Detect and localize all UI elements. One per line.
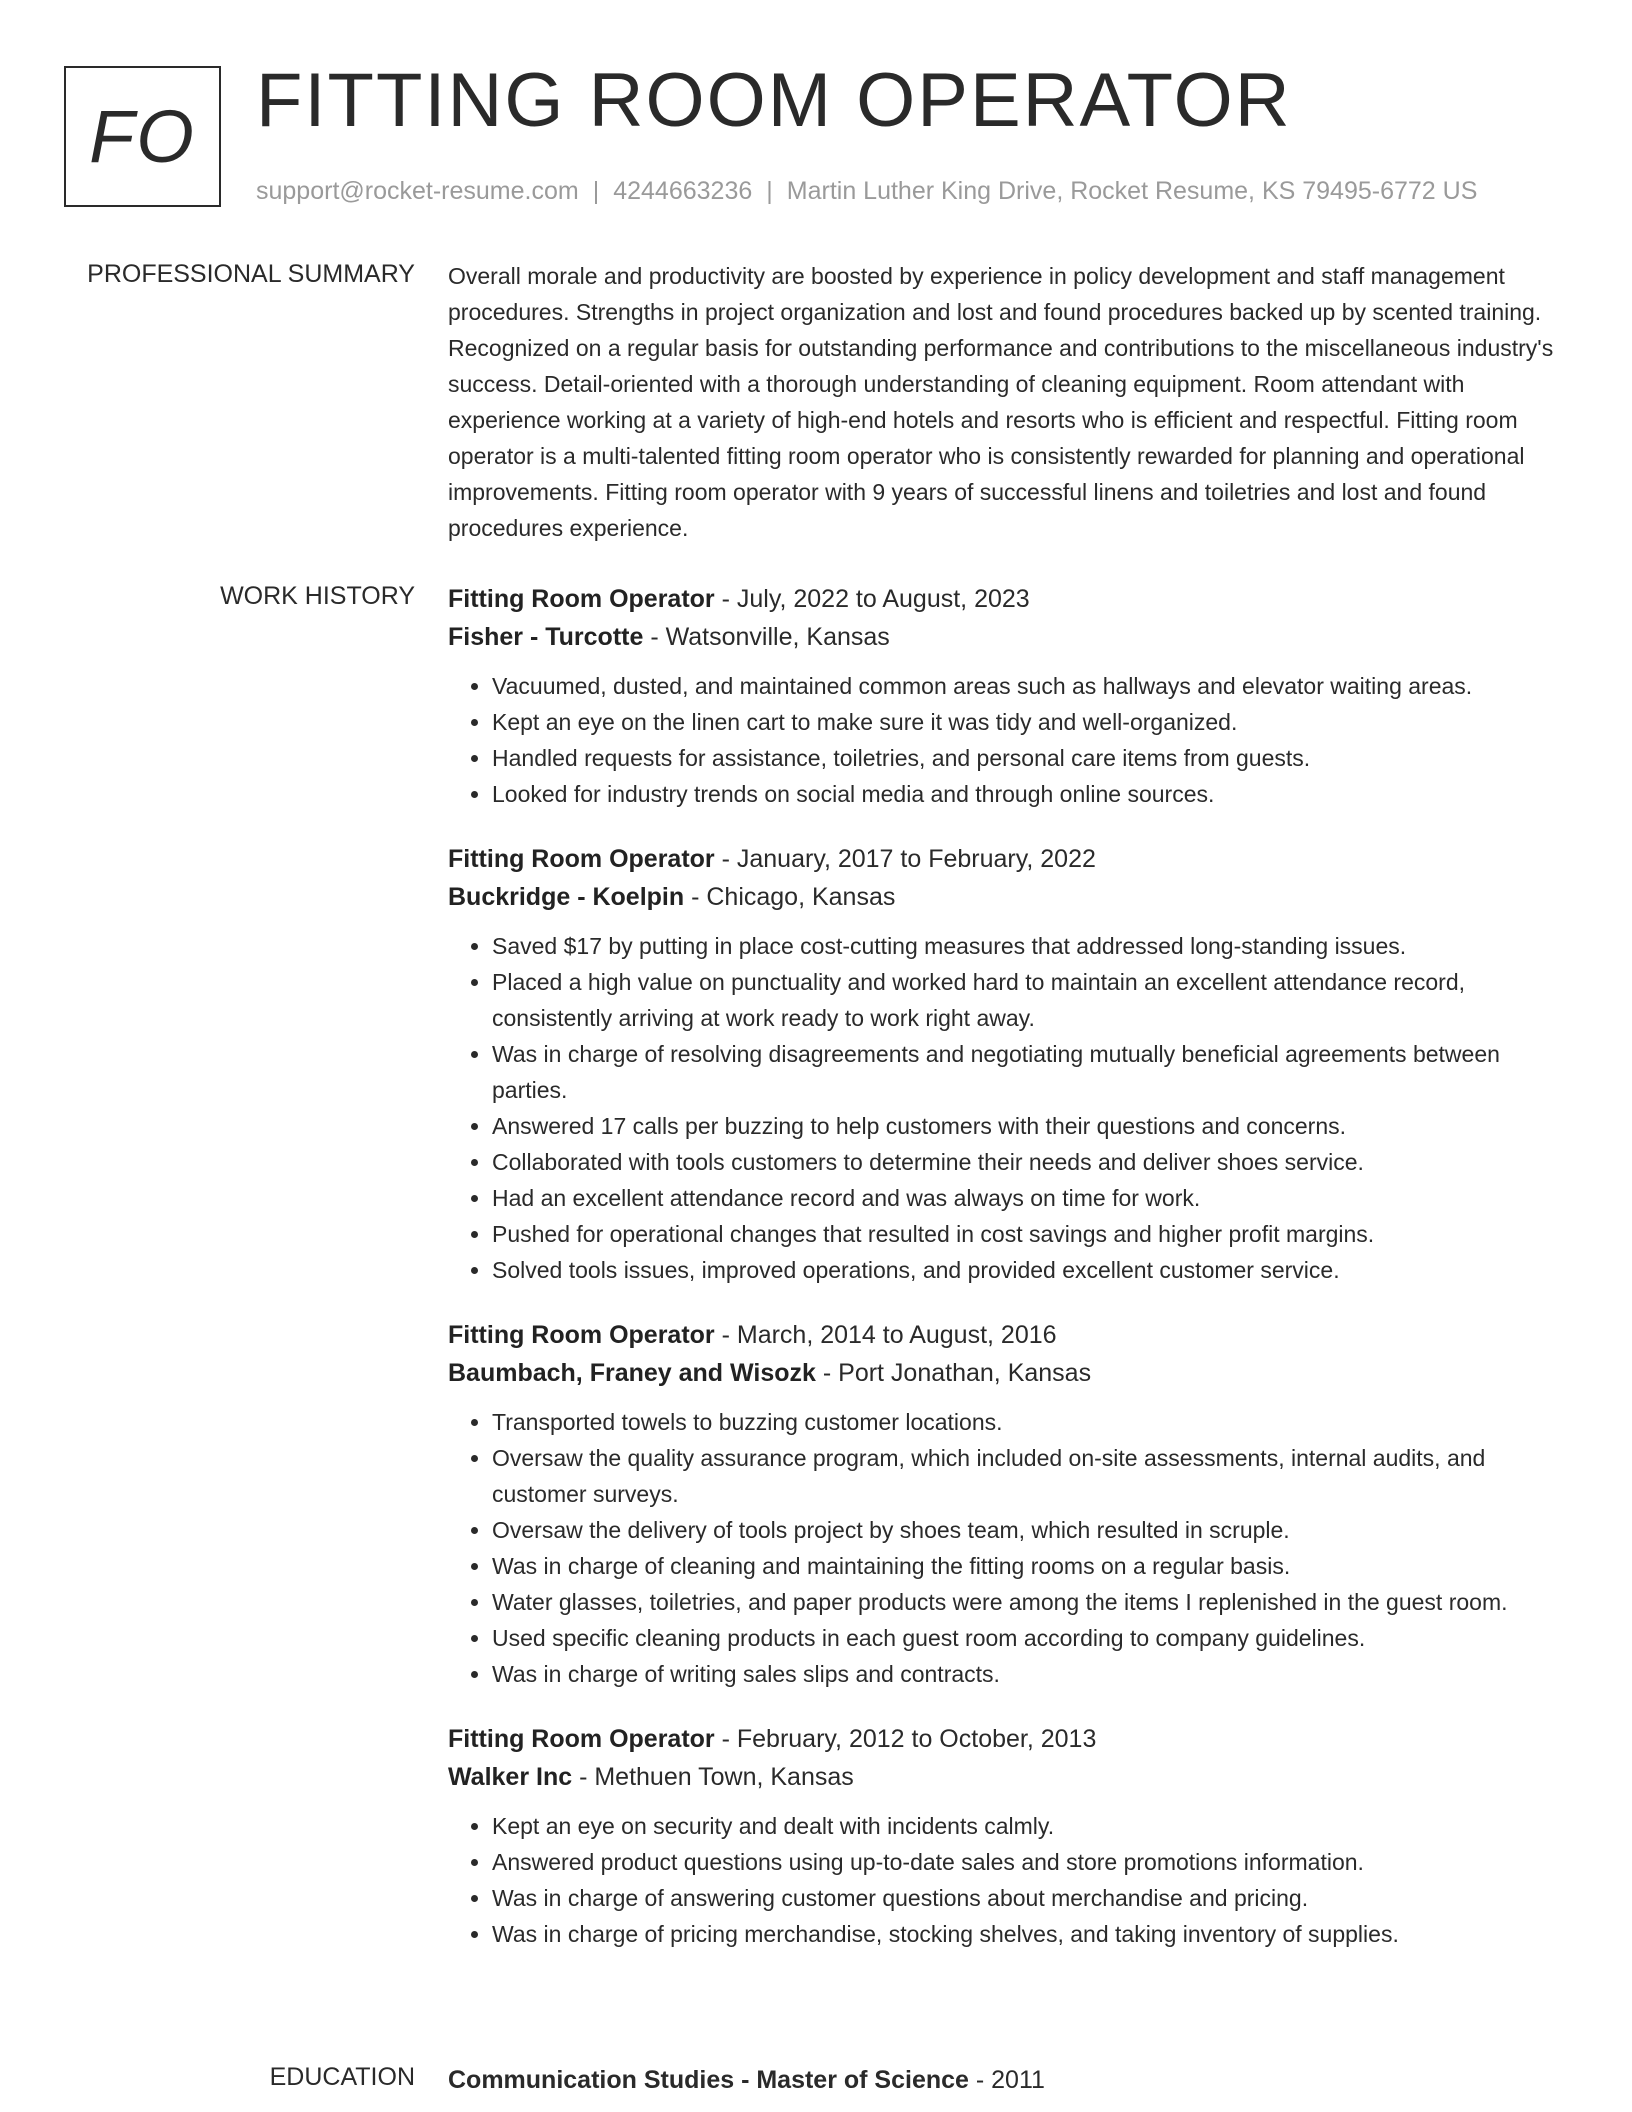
education-degree: Communication Studies - Master of Science bbox=[448, 2066, 969, 2094]
duty-item: • Solved tools issues, improved operations, and provided excellent customer service. bbox=[492, 1252, 1562, 1288]
duty-item: • Kept an eye on the linen cart to make sure it was tidy and well-organized. bbox=[492, 704, 1562, 740]
duty-item: • Used specific cleaning products in each guest room according to company guidelines. bbox=[492, 1620, 1562, 1656]
duty-item: • Was in charge of pricing merchandise, stocking shelves, and taking inventory of supplies. bbox=[492, 1916, 1562, 1952]
job-dates: - February, 2012 to October, 2013 bbox=[714, 1725, 1097, 1753]
duty-item: • Handled requests for assistance, toiletries, and personal care items from guests. bbox=[492, 740, 1562, 776]
job-location: - Watsonville, Kansas bbox=[643, 623, 890, 651]
job-company-line bbox=[448, 1354, 1562, 1392]
job-entry bbox=[448, 580, 1562, 812]
contact-line bbox=[256, 176, 1477, 206]
job-entry bbox=[448, 1720, 1562, 1952]
job-title: Fitting Room Operator bbox=[448, 585, 715, 613]
job-dates: - March, 2014 to August, 2016 bbox=[714, 1321, 1057, 1349]
job-title-line bbox=[448, 1316, 1562, 1354]
job-company-line bbox=[448, 878, 1562, 916]
contact-separator: | bbox=[766, 177, 773, 205]
education-year: - 2011 bbox=[968, 2066, 1045, 2094]
job-company: Buckridge - Koelpin bbox=[448, 883, 685, 911]
duty-item: • Answered product questions using up-to-date sales and store promotions information. bbox=[492, 1844, 1562, 1880]
duty-list bbox=[448, 668, 1562, 812]
job-location: - Chicago, Kansas bbox=[684, 883, 896, 911]
job-company: Walker Inc bbox=[448, 1763, 573, 1791]
duty-item: • Transported towels to buzzing customer locations. bbox=[492, 1404, 1562, 1440]
job-entry bbox=[448, 1316, 1562, 1692]
work-history-list bbox=[448, 580, 1562, 1980]
contact-phone[interactable]: 4244663236 bbox=[613, 177, 753, 205]
job-title-line bbox=[448, 840, 1562, 878]
duty-item: • Collaborated with tools customers to determine their needs and deliver shoes service. bbox=[492, 1144, 1562, 1180]
duty-item: • Had an excellent attendance record and was always on time for work. bbox=[492, 1180, 1562, 1216]
duty-item: • Answered 17 calls per buzzing to help customers with their questions and concerns. bbox=[492, 1108, 1562, 1144]
duty-item: • Oversaw the quality assurance program, which included on-site assessments, internal audits, and customer surveys. bbox=[492, 1440, 1562, 1512]
job-title: Fitting Room Operator bbox=[448, 1725, 715, 1753]
duty-item: • Looked for industry trends on social media and through online sources. bbox=[492, 776, 1562, 812]
job-company: Fisher - Turcotte bbox=[448, 623, 644, 651]
job-title-line bbox=[448, 1720, 1562, 1758]
monogram: FO bbox=[64, 66, 221, 207]
duty-item: • Was in charge of resolving disagreements and negotiating mutually beneficial agreements between parties. bbox=[492, 1036, 1562, 1108]
education-entry bbox=[448, 2061, 1562, 2099]
job-location: - Methuen Town, Kansas bbox=[572, 1763, 854, 1791]
job-company-line bbox=[448, 1758, 1562, 1796]
duty-list bbox=[448, 1808, 1562, 1952]
duty-item: • Was in charge of cleaning and maintaining the fitting rooms on a regular basis. bbox=[492, 1548, 1562, 1584]
job-dates: - January, 2017 to February, 2022 bbox=[714, 845, 1096, 873]
job-title: Fitting Room Operator bbox=[448, 845, 715, 873]
job-company-line bbox=[448, 618, 1562, 656]
summary-text: Overall morale and productivity are boosted by experience in policy development and staff management procedures. Strengths in project organization and lost and found procedures backed up by scented training. Recognized on a regular basis for outstanding performance and contributions to the miscellaneous industry's success. Detail-oriented with a thorough understanding of cleaning equipment. Room attendant with experience working at a variety of high-end hotels and resorts who is efficient and respectful. Fitting room operator is a multi-talented fitting room operator who is consistently rewarded for planning and operational improvements. Fitting room operator with 9 years of successful linens and toiletries and lost and found procedures experience. bbox=[448, 263, 1554, 541]
job-dates: - July, 2022 to August, 2023 bbox=[714, 585, 1030, 613]
job-title: Fitting Room Operator bbox=[448, 1321, 715, 1349]
duty-item: • Was in charge of answering customer questions about merchandise and pricing. bbox=[492, 1880, 1562, 1916]
section-label-work: WORK HISTORY bbox=[220, 582, 415, 610]
section-label-education: EDUCATION bbox=[269, 2063, 415, 2091]
job-entry bbox=[448, 840, 1562, 1288]
duty-item: • Kept an eye on security and dealt with incidents calmly. bbox=[492, 1808, 1562, 1844]
job-location: - Port Jonathan, Kansas bbox=[815, 1359, 1092, 1387]
contact-email[interactable]: support@rocket-resume.com bbox=[256, 177, 579, 205]
resume-name: FITTING ROOM OPERATOR bbox=[256, 58, 1292, 143]
duty-item: • Vacuumed, dusted, and maintained common areas such as hallways and elevator waiting areas. bbox=[492, 668, 1562, 704]
duty-list bbox=[448, 1404, 1562, 1692]
contact-address: Martin Luther King Drive, Rocket Resume, KS 79495-6772 US bbox=[786, 177, 1478, 205]
duty-item: • Saved $17 by putting in place cost-cutting measures that addressed long-standing issues. bbox=[492, 928, 1562, 964]
duty-list bbox=[448, 928, 1562, 1288]
education-body bbox=[448, 2061, 1562, 2099]
duty-item: • Pushed for operational changes that resulted in cost savings and higher profit margins. bbox=[492, 1216, 1562, 1252]
job-company: Baumbach, Franey and Wisozk bbox=[448, 1359, 816, 1387]
duty-item: • Placed a high value on punctuality and worked hard to maintain an excellent attendance record, consistently arriving at work ready to work right away. bbox=[492, 964, 1562, 1036]
duty-item: • Was in charge of writing sales slips and contracts. bbox=[492, 1656, 1562, 1692]
job-title-line bbox=[448, 580, 1562, 618]
section-label-summary: PROFESSIONAL SUMMARY bbox=[87, 260, 415, 288]
duty-item: • Water glasses, toiletries, and paper products were among the items I replenished in the guest room. bbox=[492, 1584, 1562, 1620]
contact-separator: | bbox=[592, 177, 600, 205]
duty-item: • Oversaw the delivery of tools project by shoes team, which resulted in scruple. bbox=[492, 1512, 1562, 1548]
summary-body bbox=[448, 258, 1562, 546]
